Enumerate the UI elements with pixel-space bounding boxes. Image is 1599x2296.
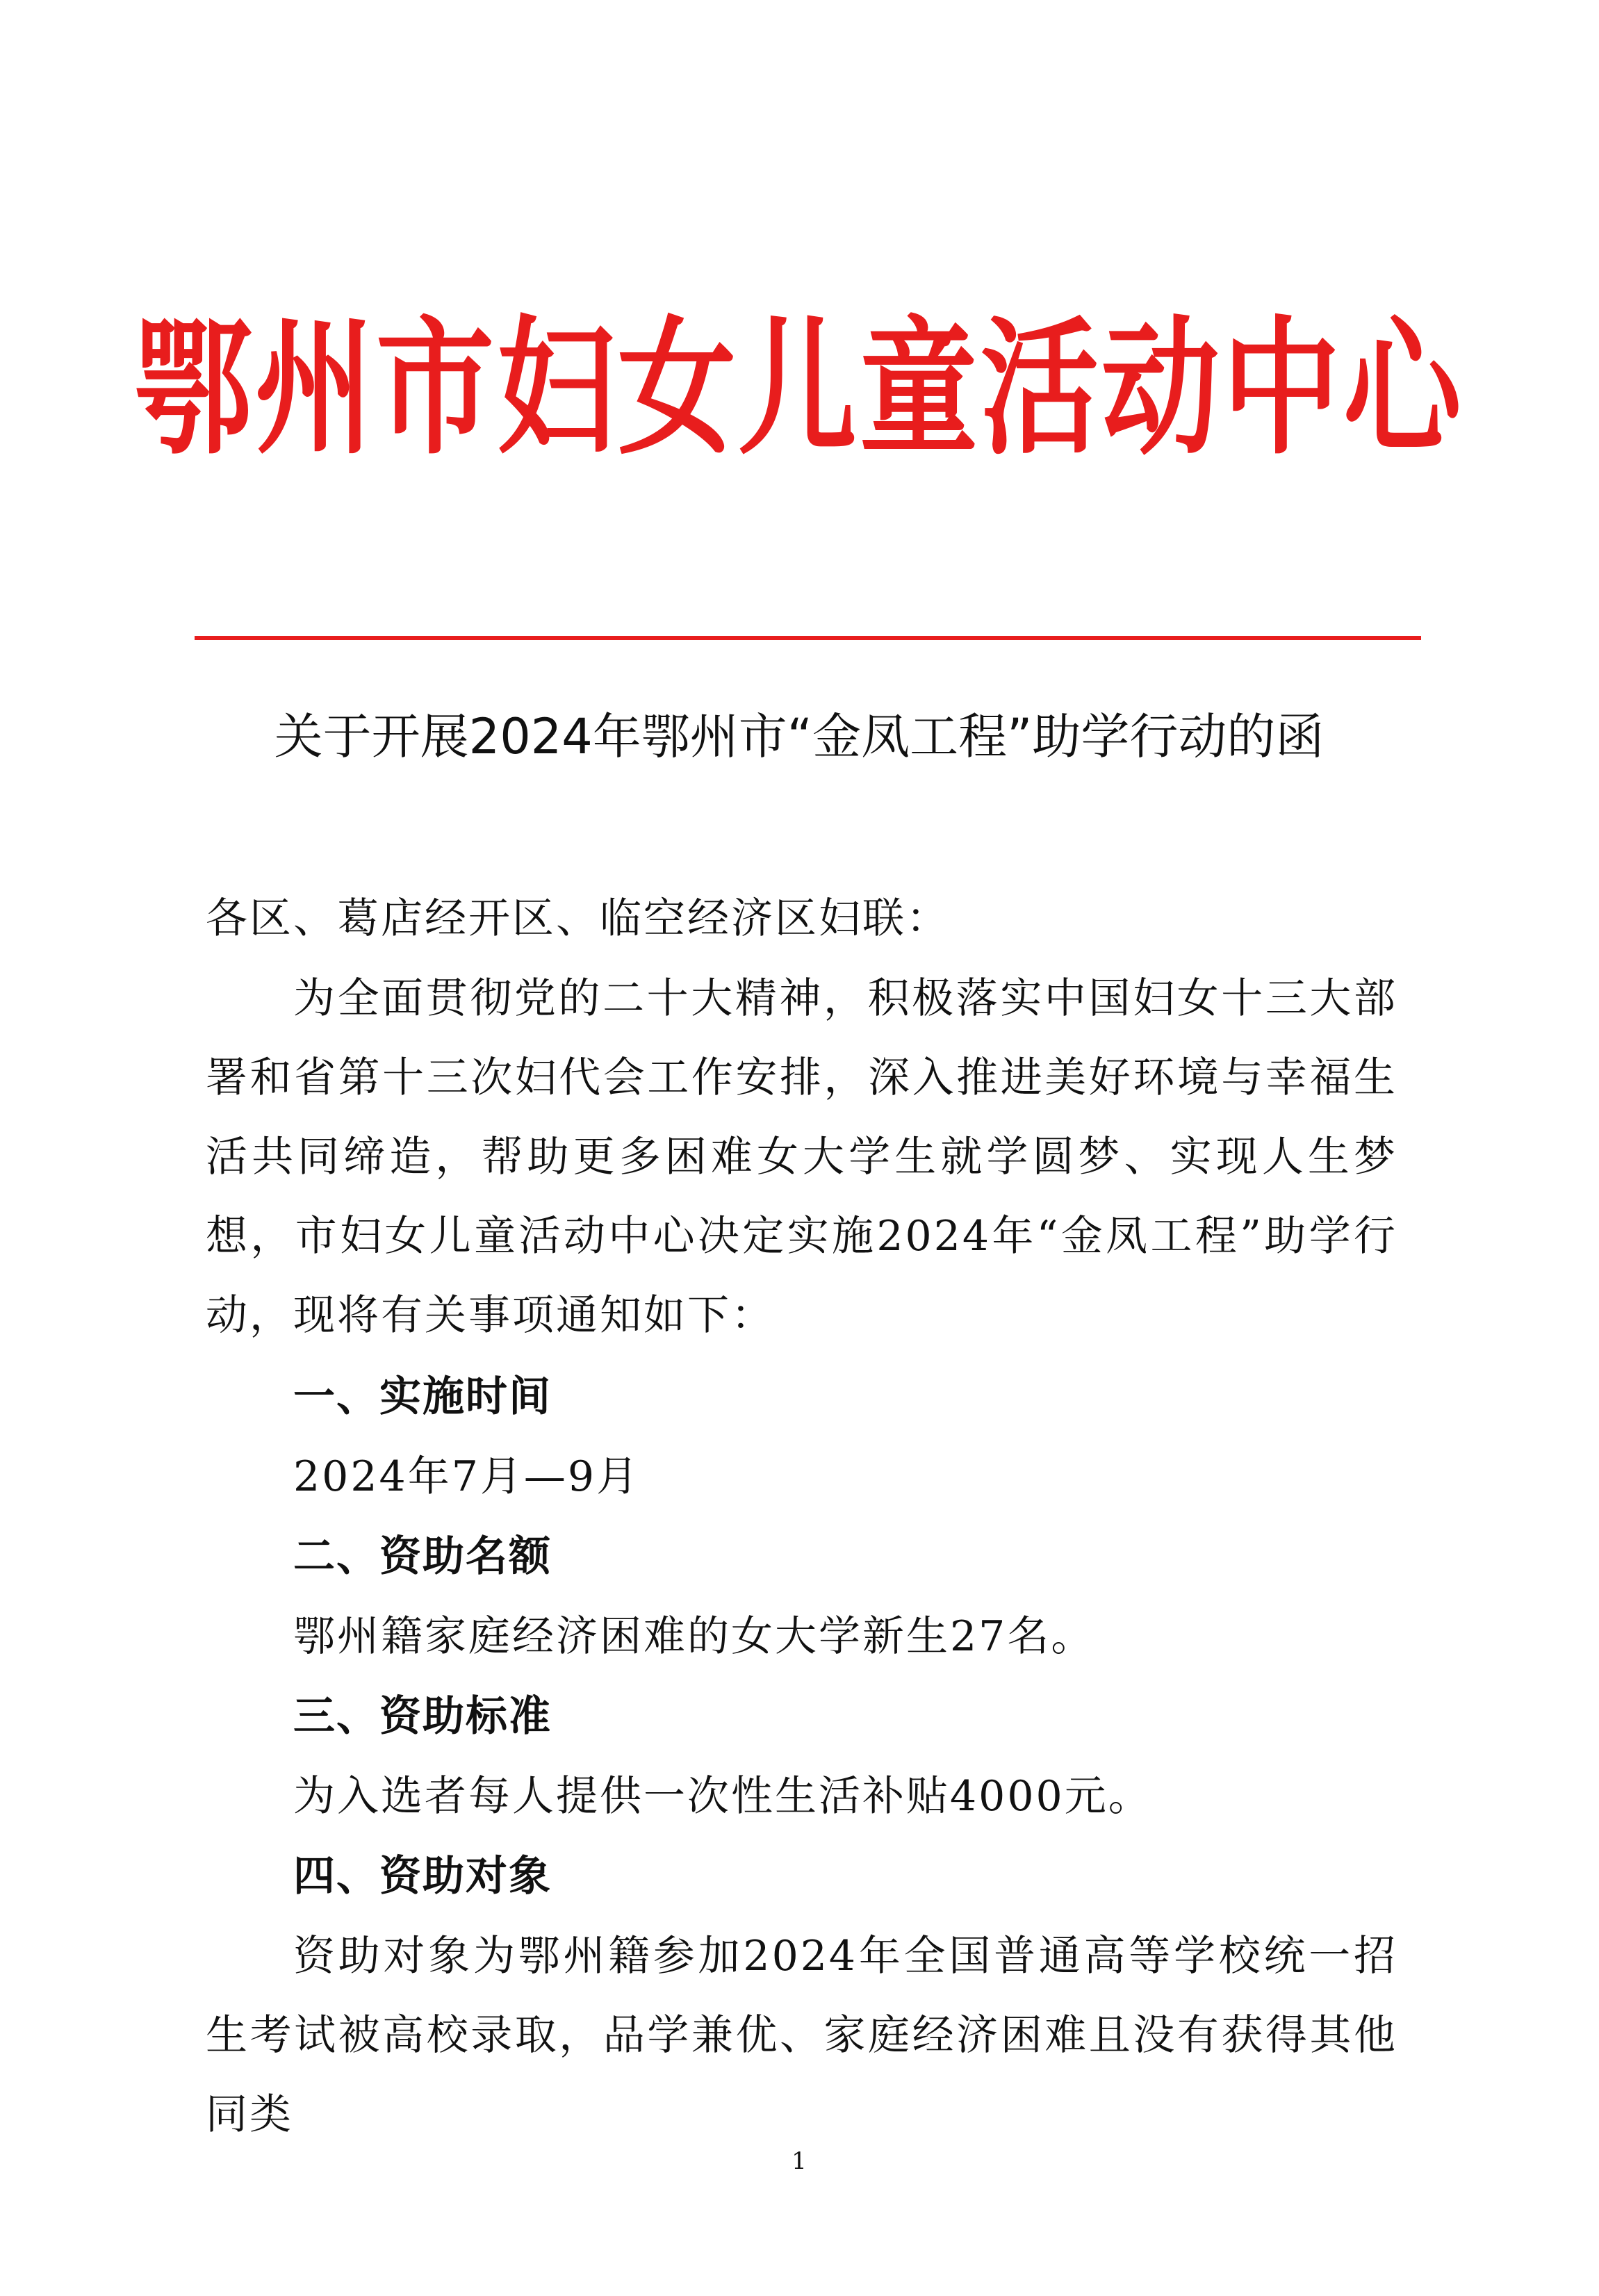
section-content-standard: 为入选者每人提供一次性生活补贴4000元。 <box>293 1772 1152 1821</box>
section-heading-quota: 二、资助名额 <box>293 1532 552 1581</box>
addressee: 各区、葛店经开区、临空经济区妇联： <box>206 894 950 943</box>
intro-paragraph: 为全面贯彻党的二十大精神，积极落实中国妇女十三大部署和省第十三次妇代会工作安排，深入推进美好环境与幸福生活共同缔造，帮助更多困难女大学生就学圆梦、实现人生梦想，市妇女儿童活动中心决定实施2024年“金凤工程”助学行动，现将有关事项通知如下： <box>206 974 1397 1340</box>
section-content-recipients: 资助对象为鄂州籍参加2024年全国普通高等学校统一招生考试被高校录取，品学兼优、家庭经济困难且没有获得其他同类 <box>206 1932 1397 2139</box>
letterhead-divider <box>195 636 1421 640</box>
document-title: 关于开展2024年鄂州市“金凤工程”助学行动的函 <box>274 708 1325 765</box>
page-number: 1 <box>792 2147 807 2175</box>
section-content-quota: 鄂州籍家庭经济困难的女大学新生27名。 <box>293 1612 1095 1661</box>
letterhead-org-name: 鄂州市妇女儿童活动中心 <box>134 301 1465 475</box>
section-heading-time: 一、实施时间 <box>293 1372 552 1421</box>
section-heading-standard: 三、资助标准 <box>293 1692 552 1741</box>
section-content-time: 2024年7月—9月 <box>293 1452 641 1501</box>
section-heading-recipients: 四、资助对象 <box>293 1852 552 1901</box>
